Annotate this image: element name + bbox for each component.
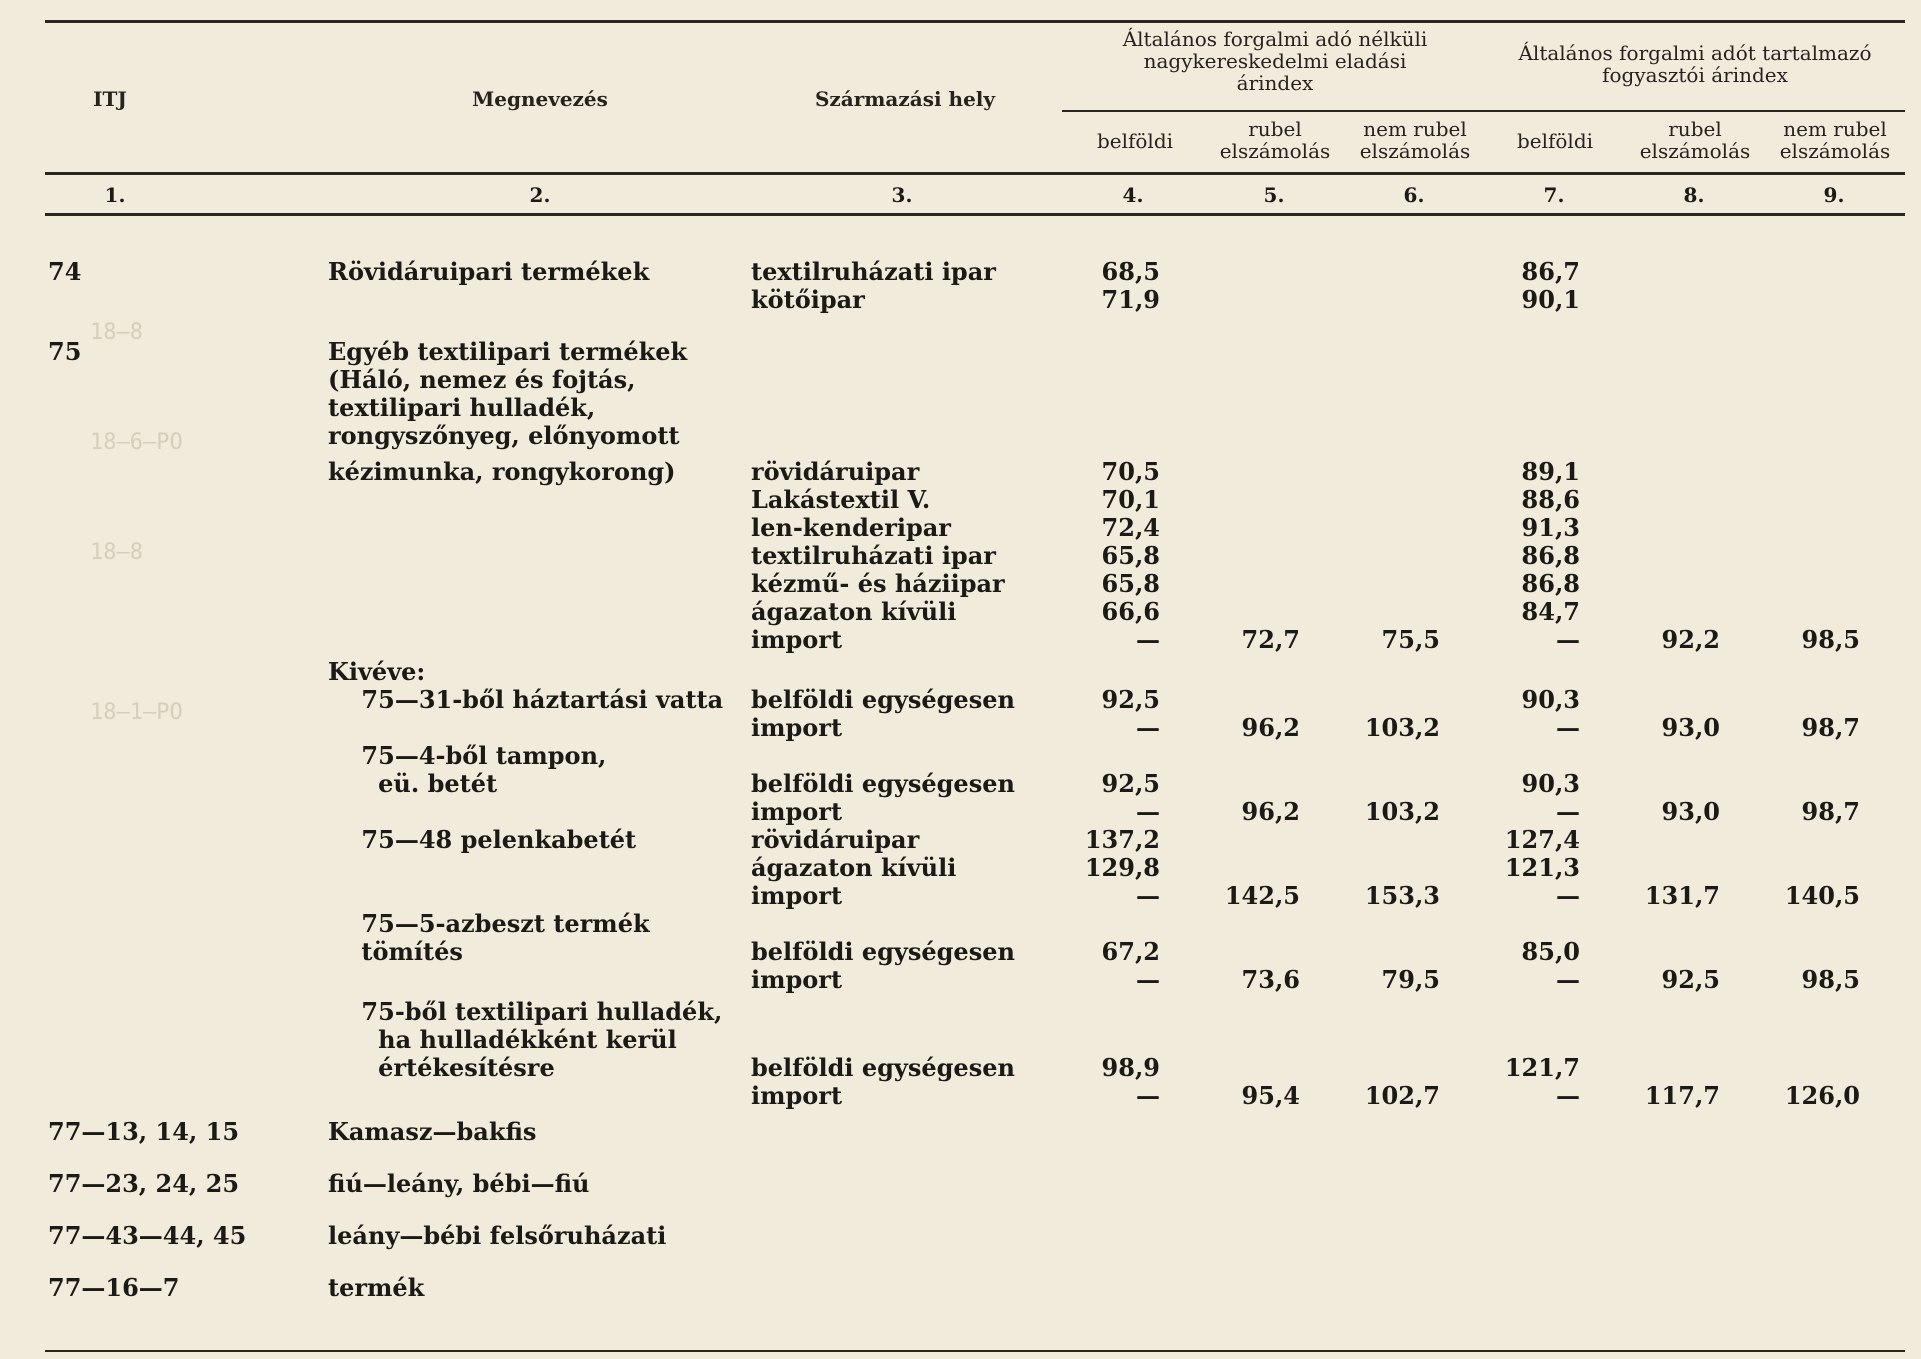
sub-rubel-b — [1625, 118, 1765, 162]
row-origin: Lakástextil V. — [751, 485, 931, 514]
table-row — [0, 1170, 1921, 1198]
value-col4: 72,4 — [1101, 513, 1160, 542]
table-row — [0, 514, 1921, 542]
colnum-4: 4. — [1122, 183, 1144, 207]
table-row — [0, 394, 1921, 422]
colnum-8: 8. — [1683, 183, 1705, 207]
row-name: Kamasz—bakfis — [328, 1117, 537, 1146]
value-col7: 127,4 — [1504, 825, 1580, 854]
value-col5: 73,6 — [1241, 965, 1300, 994]
table-row — [0, 1222, 1921, 1250]
header-group-a — [1080, 28, 1470, 94]
value-col7: 86,8 — [1521, 569, 1580, 598]
value-col7: 85,0 — [1521, 937, 1580, 966]
row-name: kézimunka, rongykorong) — [328, 457, 676, 486]
row-name: textilipari hulladék, — [328, 393, 596, 422]
row-origin: ágazaton kívüli — [751, 853, 957, 882]
row-itj: 77—43—44, 45 — [48, 1221, 247, 1250]
row-origin: import — [751, 881, 843, 910]
sub-nonrubel-b — [1765, 118, 1905, 162]
table-row — [0, 258, 1921, 286]
value-col8: 93,0 — [1661, 797, 1720, 826]
row-itj: 77—16—7 — [48, 1273, 180, 1302]
value-col7: 91,3 — [1521, 513, 1580, 542]
row-name: (Háló, nemez és fojtás, — [328, 365, 636, 394]
row-origin: rövidáruipar — [751, 457, 920, 486]
value-col4: 129,8 — [1084, 853, 1160, 882]
sub-nonrubel-a-line1: nem rubel — [1363, 117, 1467, 141]
table-row — [0, 422, 1921, 450]
row-origin: textilruházati ipar — [751, 257, 996, 286]
table-row — [0, 338, 1921, 366]
table-row — [0, 286, 1921, 314]
value-col4: — — [1136, 713, 1160, 742]
table-row — [0, 658, 1921, 686]
value-col6: 103,2 — [1364, 797, 1440, 826]
value-col6: 103,2 — [1364, 713, 1440, 742]
value-col7: 86,7 — [1521, 257, 1580, 286]
header-itj: ITJ — [93, 87, 127, 111]
table-row — [0, 1082, 1921, 1110]
row-origin: import — [751, 625, 843, 654]
value-col8: 131,7 — [1644, 881, 1720, 910]
show-through-text: 18—8 — [90, 320, 143, 345]
value-col7: — — [1556, 965, 1580, 994]
value-col7: — — [1556, 1081, 1580, 1110]
value-col5: 142,5 — [1224, 881, 1300, 910]
value-col4: 92,5 — [1101, 685, 1160, 714]
header-group-a-line1: Általános forgalmi adó nélküli — [1122, 27, 1428, 51]
table-row — [0, 966, 1921, 994]
colnum-9: 9. — [1823, 183, 1845, 207]
bottom-rule — [45, 1350, 1905, 1352]
table-row — [0, 686, 1921, 714]
sub-domestic-b: belföldi — [1516, 129, 1594, 153]
row-origin: belföldi egységesen — [751, 769, 1015, 798]
sub-nonrubel-a — [1345, 118, 1485, 162]
row-origin: import — [751, 1081, 843, 1110]
table-row — [0, 1274, 1921, 1302]
table-row — [0, 542, 1921, 570]
row-name: eü. betét — [328, 769, 498, 798]
value-col7: — — [1556, 713, 1580, 742]
value-col7: — — [1556, 625, 1580, 654]
table-row — [0, 998, 1921, 1026]
header-group-b-line1: Általános forgalmi adót tartalmazó — [1518, 41, 1872, 65]
sub-rubel-a-line1: rubel — [1248, 117, 1302, 141]
table-row — [0, 714, 1921, 742]
table-row — [0, 882, 1921, 910]
row-origin: import — [751, 713, 843, 742]
value-col8: 117,7 — [1644, 1081, 1720, 1110]
show-through-text: 18—1—PO — [90, 700, 183, 725]
value-col4: 71,9 — [1101, 285, 1160, 314]
value-col6: 153,3 — [1364, 881, 1440, 910]
table-row — [0, 910, 1921, 938]
table-row — [0, 1026, 1921, 1054]
header-group-a-line2: nagykereskedelmi eladási — [1143, 49, 1407, 73]
row-name: tömítés — [328, 937, 463, 966]
value-col4: — — [1136, 881, 1160, 910]
row-name: ha hulladékként kerül — [328, 1025, 677, 1054]
value-col7: 121,3 — [1504, 853, 1580, 882]
sub-rubel-b-line1: rubel — [1668, 117, 1722, 141]
value-col7: 84,7 — [1521, 597, 1580, 626]
value-col8: 93,0 — [1661, 713, 1720, 742]
row-name: Rövidáruipari termékek — [328, 257, 650, 286]
value-col4: 65,8 — [1101, 541, 1160, 570]
header-name: Megnevezés — [472, 87, 608, 111]
table-row — [0, 570, 1921, 598]
value-col4: 98,9 — [1101, 1053, 1160, 1082]
value-col9: 98,5 — [1801, 625, 1860, 654]
row-origin: kötőipar — [751, 285, 865, 314]
top-rule — [45, 20, 1905, 23]
row-origin: ágazaton kívüli — [751, 597, 957, 626]
row-name: értékesítésre — [328, 1053, 555, 1082]
colnum-2: 2. — [529, 183, 551, 207]
table-row — [0, 826, 1921, 854]
row-name: leány—bébi felsőruházati — [328, 1221, 667, 1250]
value-col4: 137,2 — [1084, 825, 1160, 854]
value-col4: 66,6 — [1101, 597, 1160, 626]
table-row — [0, 366, 1921, 394]
value-col5: 96,2 — [1241, 797, 1300, 826]
row-itj: 74 — [48, 257, 82, 286]
value-col9: 98,5 — [1801, 965, 1860, 994]
number-rule — [45, 213, 1905, 216]
sub-domestic-a: belföldi — [1096, 129, 1174, 153]
header-group-b — [1480, 42, 1910, 86]
row-name: 75—48 pelenkabetét — [328, 825, 637, 854]
row-name: Kivéve: — [328, 657, 426, 686]
value-col9: 98,7 — [1801, 713, 1860, 742]
value-col7: 88,6 — [1521, 485, 1580, 514]
value-col7: — — [1556, 881, 1580, 910]
row-origin: import — [751, 797, 843, 826]
row-origin: kézmű- és háziipar — [751, 569, 1005, 598]
value-col6: 75,5 — [1381, 625, 1440, 654]
value-col4: 92,5 — [1101, 769, 1160, 798]
row-origin: rövidáruipar — [751, 825, 920, 854]
row-origin: textilruházati ipar — [751, 541, 996, 570]
sub-nonrubel-a-line2: elszámolás — [1359, 139, 1471, 163]
sub-rubel-b-line2: elszámolás — [1639, 139, 1751, 163]
value-col5: 96,2 — [1241, 713, 1300, 742]
table-row — [0, 854, 1921, 882]
row-name: rongyszőnyeg, előnyomott — [328, 421, 680, 450]
colnum-1: 1. — [104, 183, 126, 207]
value-col4: 70,1 — [1101, 485, 1160, 514]
show-through-text: 18—8 — [90, 540, 143, 565]
group-rule — [1062, 110, 1905, 112]
row-name: fiú—leány, bébi—fiú — [328, 1169, 590, 1198]
value-col4: 70,5 — [1101, 457, 1160, 486]
value-col4: 68,5 — [1101, 257, 1160, 286]
header-rule — [45, 172, 1905, 175]
row-name: 75-ből textilipari hulladék, — [328, 997, 723, 1026]
value-col6: 102,7 — [1364, 1081, 1440, 1110]
table-row — [0, 1054, 1921, 1082]
row-name: 75—31-ből háztartási vatta — [328, 685, 724, 714]
value-col4: 67,2 — [1101, 937, 1160, 966]
value-col7: 90,3 — [1521, 769, 1580, 798]
row-itj: 75 — [48, 337, 82, 366]
value-col7: — — [1556, 797, 1580, 826]
sub-rubel-a — [1205, 118, 1345, 162]
value-col4: 65,8 — [1101, 569, 1160, 598]
value-col7: 89,1 — [1521, 457, 1580, 486]
table-row — [0, 770, 1921, 798]
value-col7: 90,1 — [1521, 285, 1580, 314]
header-group-a-line3: árindex — [1236, 71, 1314, 95]
value-col9: 140,5 — [1784, 881, 1860, 910]
table-row — [0, 458, 1921, 486]
table-row — [0, 626, 1921, 654]
show-through-text: 18—6—PO — [90, 430, 183, 455]
table-row — [0, 742, 1921, 770]
row-origin: len-kenderipar — [751, 513, 951, 542]
value-col9: 126,0 — [1784, 1081, 1860, 1110]
header-origin: Származási hely — [814, 87, 996, 111]
row-origin: belföldi egységesen — [751, 1053, 1015, 1082]
value-col4: — — [1136, 625, 1160, 654]
row-origin: belföldi egységesen — [751, 937, 1015, 966]
value-col4: — — [1136, 1081, 1160, 1110]
colnum-3: 3. — [891, 183, 913, 207]
row-name: Egyéb textilipari termékek — [328, 337, 688, 366]
header-group-b-line2: fogyasztói árindex — [1602, 63, 1788, 87]
value-col4: — — [1136, 965, 1160, 994]
value-col4: — — [1136, 797, 1160, 826]
value-col7: 90,3 — [1521, 685, 1580, 714]
value-col8: 92,2 — [1661, 625, 1720, 654]
value-col7: 121,7 — [1504, 1053, 1580, 1082]
sub-rubel-a-line2: elszámolás — [1219, 139, 1331, 163]
row-itj: 77—13, 14, 15 — [48, 1117, 240, 1146]
colnum-6: 6. — [1403, 183, 1425, 207]
colnum-5: 5. — [1263, 183, 1285, 207]
value-col5: 72,7 — [1241, 625, 1300, 654]
row-origin: belföldi egységesen — [751, 685, 1015, 714]
value-col8: 92,5 — [1661, 965, 1720, 994]
table-row — [0, 798, 1921, 826]
value-col6: 79,5 — [1381, 965, 1440, 994]
value-col9: 98,7 — [1801, 797, 1860, 826]
sub-nonrubel-b-line2: elszámolás — [1779, 139, 1891, 163]
sub-nonrubel-b-line1: nem rubel — [1783, 117, 1887, 141]
row-name: 75—5-azbeszt termék — [328, 909, 650, 938]
colnum-7: 7. — [1543, 183, 1565, 207]
row-name: 75—4-ből tampon, — [328, 741, 607, 770]
row-origin: import — [751, 965, 843, 994]
table-row — [0, 598, 1921, 626]
row-itj: 77—23, 24, 25 — [48, 1169, 240, 1198]
value-col5: 95,4 — [1241, 1081, 1300, 1110]
table-row — [0, 1118, 1921, 1146]
table-row — [0, 938, 1921, 966]
row-name: termék — [328, 1273, 425, 1302]
value-col7: 86,8 — [1521, 541, 1580, 570]
table-row — [0, 486, 1921, 514]
